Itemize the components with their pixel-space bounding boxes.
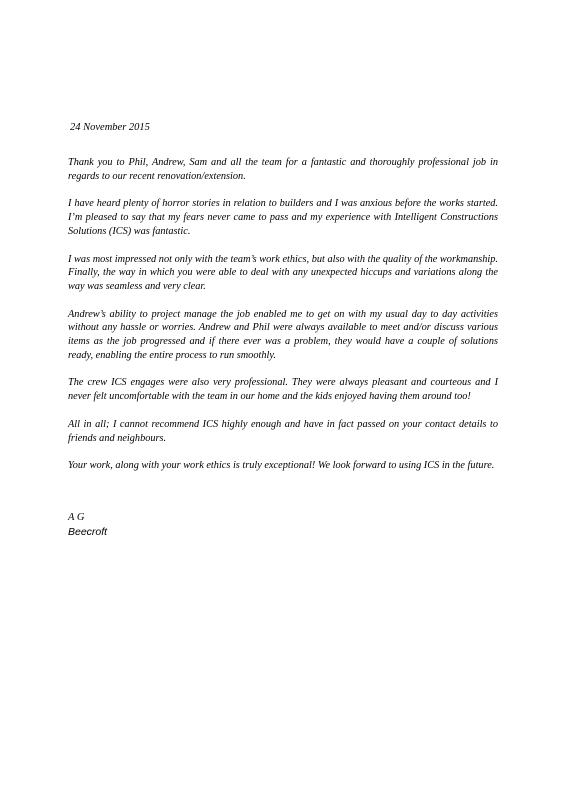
signature-block xyxy=(68,511,107,539)
paragraph-project-management: Andrew’s ability to project manage the job enabled me to get on with my usual day to day activities without any hassle or worries. Andrew and Phil were always available to meet and/or discuss various items as the job progressed and if there ever was a problem, they would have a couple of solutions ready, enabling the entire process to run smoothly. xyxy=(68,308,498,361)
paragraph-experience: I have heard plenty of horror stories in relation to builders and I was anxious before the works started. I’m pleased to say that my fears never came to pass and my experience with Intelligent Constructions Solutions (ICS) was fantastic. xyxy=(68,198,498,237)
signature-initials: A G xyxy=(68,512,85,523)
paragraph-crew: The crew ICS engages were also very professional. They were always pleasant and courteous and I never felt uncomfortable with the team in our home and the kids enjoyed having them around too! xyxy=(68,377,498,403)
signature-name: Beecroft xyxy=(68,526,108,538)
letter-date: 24 November 2015 xyxy=(70,122,150,133)
paragraph-recommendation: All in all; I cannot recommend ICS highly enough and have in fact passed on your contact details to friends and neighbours. xyxy=(68,418,498,444)
paragraph-closing: Your work, along with your work ethics is truly exceptional! We look forward to using ICS in the future. xyxy=(68,460,495,472)
letter-body xyxy=(68,156,498,487)
paragraph-thanks: Thank you to Phil, Andrew, Sam and all the team for a fantastic and thoroughly professional job in regards to our recent renovation/extension. xyxy=(68,157,498,182)
paragraph-impressed: I was most impressed not only with the team’s work ethics, but also with the quality of the workmanship. Finally, the way in which you were able to deal with any unexpected hiccups and variations along the way was seamless and very clear. xyxy=(68,253,498,292)
